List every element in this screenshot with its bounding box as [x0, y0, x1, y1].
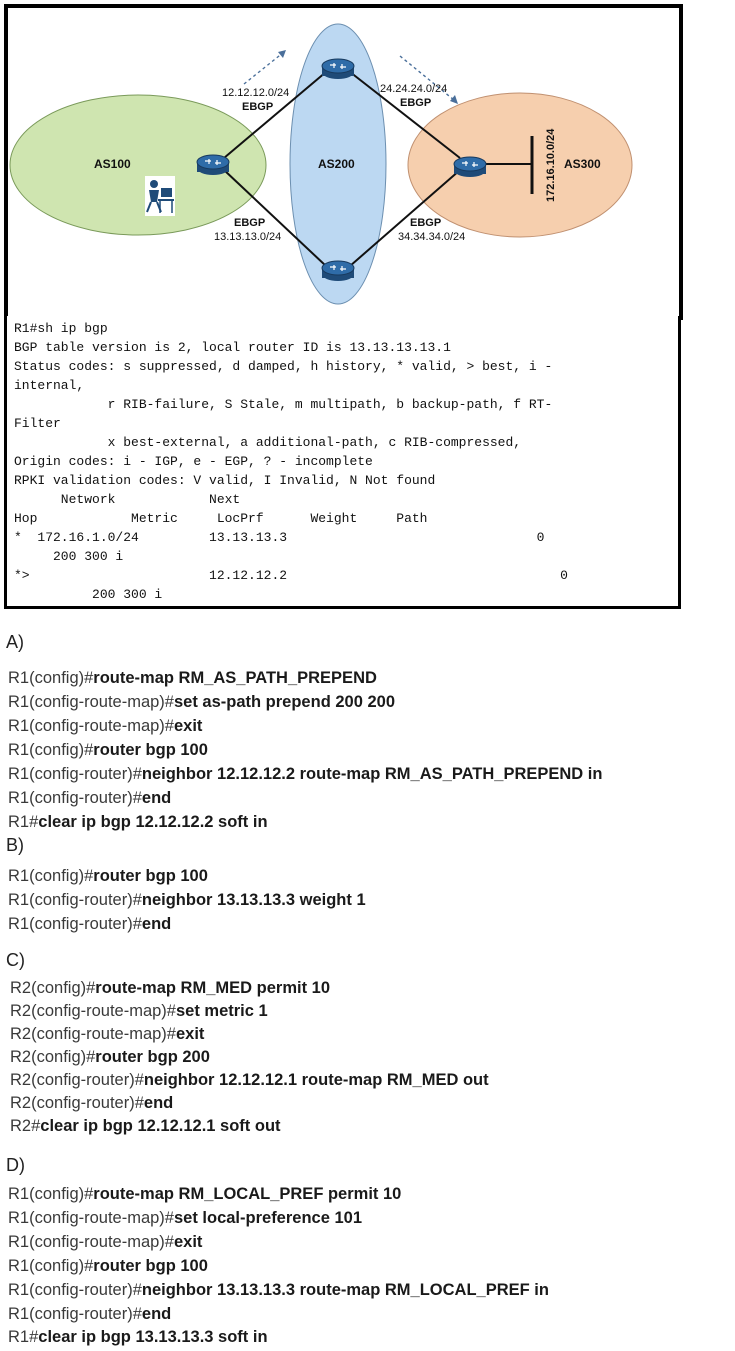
option-c-line [10, 977, 330, 999]
option-a-line [8, 667, 377, 689]
option-d-line [8, 1255, 208, 1277]
cli-command: end [141, 789, 172, 807]
option-c-line [10, 1115, 281, 1137]
cli-command: router bgp 100 [93, 741, 208, 759]
option-a-line [8, 739, 208, 761]
cli-prompt: R1(config-router)# [8, 789, 142, 807]
cli-prompt: R1# [8, 1328, 39, 1346]
cli-prompt: R2(config)# [10, 979, 96, 997]
cli-line: * 172.16.1.0/24 13.13.13.3 0 [14, 530, 545, 545]
cli-prompt: R1(config)# [8, 669, 94, 687]
router-r3[interactable] [322, 261, 354, 281]
cli-line: Hop Metric LocPrf Weight Path [14, 511, 428, 526]
option-d-line [8, 1207, 362, 1229]
cli-prompt: R1(config-route-map)# [8, 1233, 174, 1251]
cli-prompt: R1(config-router)# [8, 765, 142, 783]
cli-prompt: R1(config-router)# [8, 1281, 142, 1299]
router-r2[interactable] [322, 59, 354, 79]
as200-label: AS200 [318, 157, 355, 171]
option-b-letter[interactable]: B) [6, 835, 24, 855]
cli-prompt: R2(config-router)# [10, 1071, 144, 1089]
cli-command: clear ip bgp 13.13.13.3 soft in [38, 1328, 268, 1346]
cli-prompt: R1(config-router)# [8, 1305, 142, 1323]
lan-subnet-label: 172.16.10.0/24 [545, 128, 557, 202]
cli-prompt: R1(config-route-map)# [8, 693, 174, 711]
workstation-icon [145, 176, 175, 216]
link-r2-r4-type: EBGP [400, 97, 432, 109]
cli-command: neighbor 13.13.13.3 route-map RM_LOCAL_PREF in [141, 1281, 549, 1299]
link-r1-r3-subnet: 13.13.13.0/24 [214, 231, 282, 243]
link-r1-r2-type: EBGP [242, 101, 274, 113]
cli-command: set as-path prepend 200 200 [173, 693, 395, 711]
cli-line: Origin codes: i - IGP, e - EGP, ? - incomplete [14, 454, 373, 469]
cli-command: exit [173, 717, 203, 735]
option-a-letter[interactable]: A) [6, 632, 24, 652]
cli-command: router bgp 100 [93, 1257, 208, 1275]
cli-prompt: R1(config-route-map)# [8, 1209, 174, 1227]
cli-command: router bgp 100 [93, 867, 208, 885]
option-c-line [10, 1092, 173, 1114]
cli-prompt: R1(config-route-map)# [8, 717, 174, 735]
option-b-line [8, 913, 171, 935]
cli-prompt: R1(config-router)# [8, 891, 142, 909]
option-b-line [8, 889, 366, 911]
option-c-letter[interactable]: C) [6, 950, 25, 970]
option-d-line [8, 1183, 401, 1205]
cli-command: neighbor 12.12.12.1 route-map RM_MED out [143, 1071, 489, 1089]
link-r2-r4-subnet: 24.24.24.0/24 [380, 83, 448, 95]
cli-command: exit [173, 1233, 203, 1251]
cli-command: clear ip bgp 12.12.12.2 soft in [38, 813, 268, 831]
link-r3-r4-subnet: 34.34.34.0/24 [398, 231, 466, 243]
option-c-line [10, 1000, 268, 1022]
link-r1-r3-type: EBGP [234, 217, 266, 229]
cli-line: Status codes: s suppressed, d damped, h history, * valid, > best, i - [14, 359, 553, 374]
cli-command: clear ip bgp 12.12.12.1 soft out [40, 1117, 281, 1135]
option-a-line [8, 715, 202, 737]
as300-label: AS300 [564, 157, 601, 171]
cli-line: x best-external, a additional-path, c RIB-compressed, [14, 435, 522, 450]
cli-prompt: R1(config)# [8, 741, 94, 759]
cli-line: RPKI validation codes: V valid, I Invalid, N Not found [14, 473, 436, 488]
cli-command: exit [175, 1025, 205, 1043]
cli-command: neighbor 13.13.13.3 weight 1 [141, 891, 366, 909]
option-a-line [8, 811, 268, 833]
cli-line: R1#sh ip bgp [14, 321, 108, 336]
option-d-line [8, 1303, 171, 1325]
option-a-line [8, 691, 395, 713]
topology-svg [8, 8, 679, 316]
cli-prompt: R2# [10, 1117, 41, 1135]
option-c-line [10, 1023, 204, 1045]
cli-prompt: R1(config)# [8, 867, 94, 885]
cli-command: router bgp 200 [95, 1048, 210, 1066]
cli-command: route-map RM_AS_PATH_PREPEND [93, 669, 377, 687]
cli-command: set local-preference 101 [173, 1209, 363, 1227]
cli-prompt: R1(config)# [8, 1185, 94, 1203]
topology-diagram [4, 4, 683, 320]
option-a-line [8, 763, 602, 785]
cli-prompt: R2(config-router)# [10, 1094, 144, 1112]
option-d-line [8, 1326, 268, 1348]
link-r3-r4-type: EBGP [410, 217, 442, 229]
option-d-letter[interactable]: D) [6, 1155, 25, 1175]
cli-line: r RIB-failure, S Stale, m multipath, b backup-path, f RT- [14, 397, 553, 412]
traffic-arrow-right-head [450, 95, 458, 104]
option-b-line [8, 865, 208, 887]
link-r1-r2-subnet: 12.12.12.0/24 [222, 87, 290, 99]
option-a-line [8, 787, 171, 809]
cli-output [4, 316, 681, 609]
cli-line: *> 12.12.12.2 0 [14, 568, 568, 583]
cli-prompt: R1(config)# [8, 1257, 94, 1275]
cli-command: route-map RM_MED permit 10 [95, 979, 331, 997]
cli-prompt: R2(config)# [10, 1048, 96, 1066]
as100-label: AS100 [94, 157, 131, 171]
cli-prompt: R2(config-route-map)# [10, 1025, 176, 1043]
cli-command: end [141, 1305, 172, 1323]
router-r1[interactable] [197, 155, 229, 175]
cli-line: BGP table version is 2, local router ID is 13.13.13.13.1 [14, 340, 451, 355]
option-c-line [10, 1046, 210, 1068]
cli-command: end [141, 915, 172, 933]
cli-command: end [143, 1094, 174, 1112]
router-r4[interactable] [454, 157, 486, 177]
cli-prompt: R1# [8, 813, 39, 831]
cli-prompt: R1(config-router)# [8, 915, 142, 933]
cli-line: 200 300 i [14, 549, 124, 564]
traffic-arrow-left-head [278, 50, 286, 58]
cli-command: route-map RM_LOCAL_PREF permit 10 [93, 1185, 402, 1203]
traffic-arrow-left [244, 52, 284, 84]
option-d-line [8, 1231, 202, 1253]
option-d-line [8, 1279, 549, 1301]
cli-prompt: R2(config-route-map)# [10, 1002, 176, 1020]
cli-line: 200 300 i [14, 587, 163, 602]
cli-command: neighbor 12.12.12.2 route-map RM_AS_PATH_PREPEND in [141, 765, 603, 783]
cli-line: Network Next [14, 492, 241, 507]
cli-command: set metric 1 [175, 1002, 268, 1020]
option-c-line [10, 1069, 489, 1091]
cli-line: internal, [14, 378, 85, 393]
cli-line: Filter [14, 416, 61, 431]
